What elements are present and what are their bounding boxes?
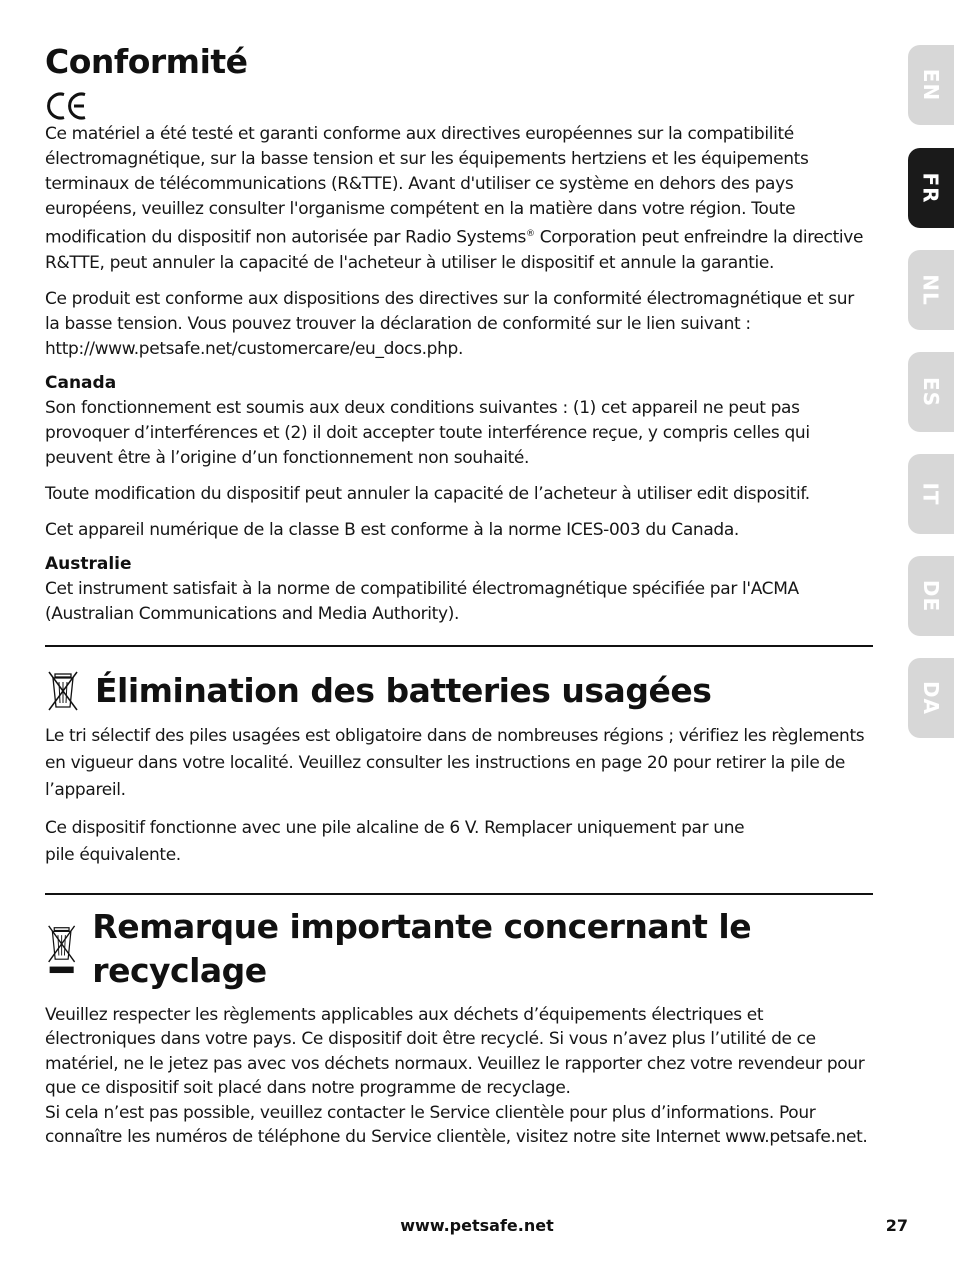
footer-url: www.petsafe.net — [400, 1216, 554, 1235]
australie-heading: Australie — [45, 553, 132, 574]
batteries-paragraph-1: Le tri sélectif des piles usagées est obligatoire dans de nombreuses régions ; vérifiez les règlements en vigueur dans votre localité. Veuillez consulter les instructions en page 20 pour retirer la pile de l’appareil. — [45, 725, 865, 800]
recyclage-paragraph-1: Veuillez respecter les règlements applicables aux déchets d’équipements électriques et électroniques dans votre pays. Ce dispositif doit être recyclé. Si vous n’avez plus l’utilité de ce matériel, ne le jetez pas avec vos déchets normaux. Veuillez le rapporter chez votre revendeur pour que ce dispositif soit placé dans notre programme de recyclage. — [45, 1004, 865, 1099]
canada-heading: Canada — [45, 372, 117, 393]
canada-paragraph-3: Cet appareil numérique de la classe B est conforme à la norme ICES-003 du Canada. — [45, 519, 739, 540]
batteries-paragraph-2: Ce dispositif fonctionne avec une pile alcaline de 6 V. Remplacer uniquement par une pile équivalente. — [45, 817, 745, 865]
tab-es[interactable]: ES — [908, 352, 954, 432]
ce-mark-icon — [45, 90, 89, 122]
canada-paragraph-2: Toute modification du dispositif peut annuler la capacité de l’acheteur à utiliser edit dispositif. — [45, 483, 810, 504]
page-title: Conformité — [45, 42, 248, 81]
recyclage-paragraph-2: Si cela n’est pas possible, veuillez contacter le Service clientèle pour plus d’informations. Pour connaître les numéros de téléphone du Service clientèle, visitez notre site Internet www.petsafe.net. — [45, 1102, 868, 1148]
section-divider — [45, 893, 873, 895]
weee-bin-icon — [45, 920, 78, 978]
tab-it[interactable]: IT — [908, 454, 954, 534]
page-content — [45, 40, 873, 1150]
recyclage-section — [45, 905, 873, 1150]
australie-paragraph-1: Cet instrument satisfait à la norme de compatibilité électromagnétique spécifiée par l'ACMA (Australian Communications and Media Authority). — [45, 578, 799, 624]
tab-de[interactable]: DE — [908, 556, 954, 636]
tab-nl[interactable]: NL — [908, 250, 954, 330]
batteries-section — [45, 669, 873, 869]
conformite-paragraph-2: Ce produit est conforme aux dispositions des directives sur la conformité électromagnétique et sur la basse tension. Vous pouvez trouver la déclaration de conformité sur le lien suivant : http://www.petsafe.net/customercare/eu_docs.php. — [45, 288, 854, 359]
tab-fr[interactable]: FR — [908, 148, 954, 228]
recyclage-title: Remarque importante concernant le recyclage — [92, 906, 752, 990]
batteries-title: Élimination des batteries usagées — [95, 670, 712, 710]
canada-paragraph-1: Son fonctionnement est soumis aux deux conditions suivantes : (1) cet appareil ne peut pas provoquer d’interférences et (2) il doit accepter toute interférence reçue, y compris celles qui peuvent être à l’origine d’un fonctionnement non souhaité. — [45, 397, 810, 468]
tab-en[interactable]: EN — [908, 45, 954, 125]
crossed-bin-icon — [45, 669, 81, 713]
tab-da[interactable]: DA — [908, 658, 954, 738]
section-divider — [45, 645, 873, 647]
conformite-paragraph-1: Ce matériel a été testé et garanti conforme aux directives européennes sur la compatibilité électromagnétique, sur la basse tension et sur les équipements hertziens et les équipements terminaux de télécommunications (R&TTE). Avant d'utiliser ce système en dehors des pays européens, veuillez consulter l'organisme compétent en la matière dans votre région. Toute modification du dispositif non autorisée par Radio Systems® Corporation peut enfreindre la directive R&TTE, peut annuler la capacité de l'acheteur à utiliser le dispositif et annule la garantie. — [45, 124, 864, 273]
page-number: 27 — [885, 1216, 908, 1235]
